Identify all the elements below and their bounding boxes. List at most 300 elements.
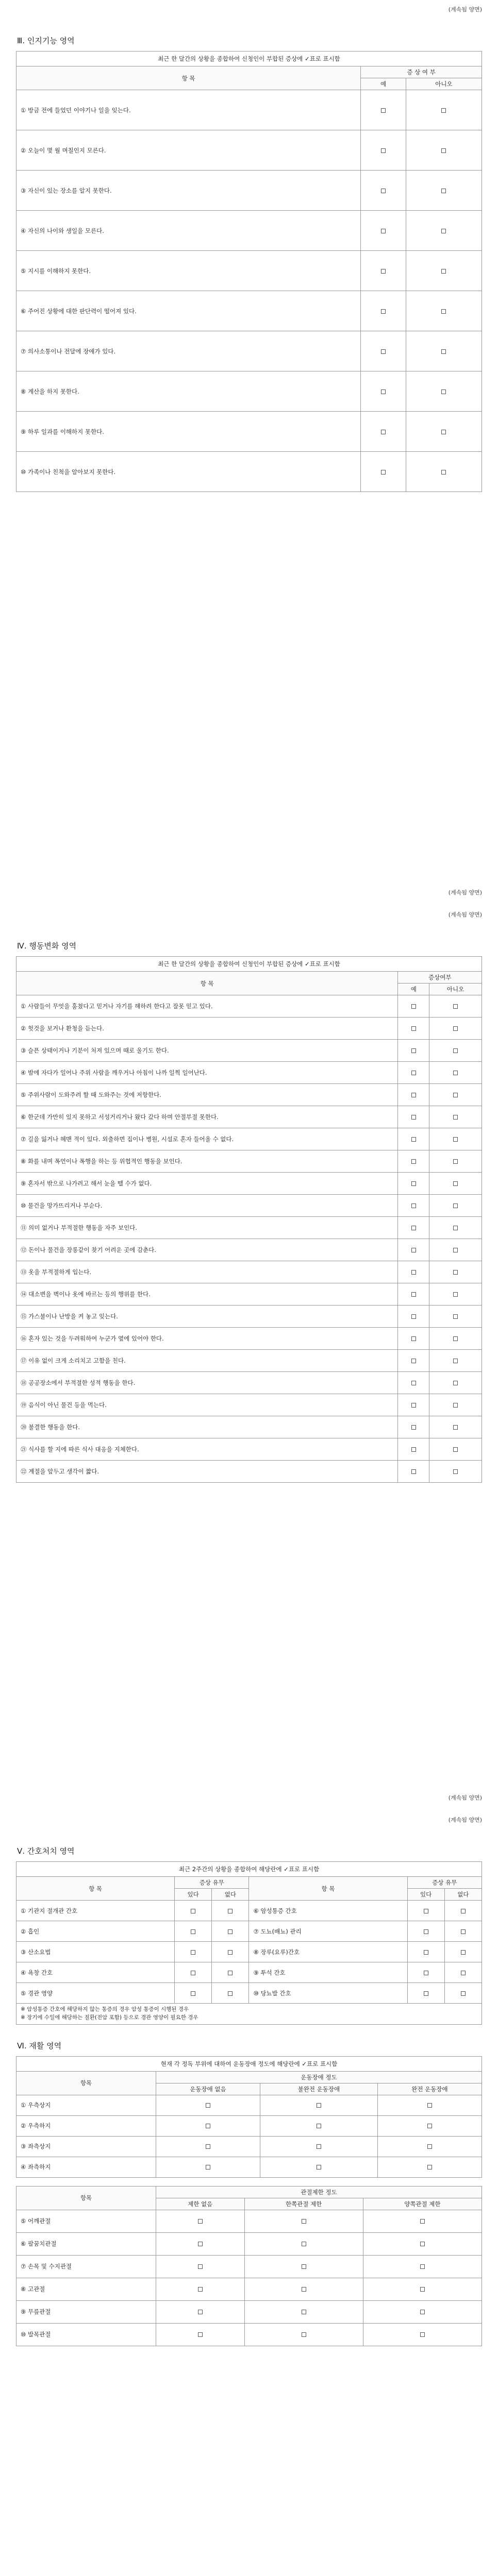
yes-cell[interactable]: [361, 130, 406, 171]
yes-cell[interactable]: [361, 412, 406, 452]
checkbox[interactable]: [198, 2219, 203, 2224]
checkbox[interactable]: [441, 430, 446, 434]
joint-level-cell[interactable]: [244, 2210, 363, 2232]
yes-cell[interactable]: [398, 1128, 429, 1150]
joint-level-cell[interactable]: [363, 2255, 482, 2278]
no-cell[interactable]: [406, 452, 482, 492]
joint-level-cell[interactable]: [156, 2300, 244, 2323]
no-cell[interactable]: [429, 1416, 482, 1438]
checkbox[interactable]: [411, 1447, 416, 1452]
checkbox[interactable]: [453, 1071, 458, 1075]
no-cell[interactable]: [429, 1283, 482, 1306]
table-row: [16, 1128, 482, 1150]
item-label-left: ② 흡인: [16, 1921, 175, 1942]
checkbox[interactable]: [453, 1093, 458, 1097]
checkbox[interactable]: [411, 1248, 416, 1252]
page-number-top: (계속됨 양면): [448, 6, 482, 13]
col-level: 운동장애 정도: [156, 2071, 482, 2083]
table-row: [16, 1901, 482, 1921]
table-row: [16, 1983, 482, 2004]
checkbox[interactable]: [228, 1929, 233, 1934]
yes-cell[interactable]: [398, 1239, 429, 1261]
page-1: [0, 0, 498, 905]
checkbox[interactable]: [461, 1991, 466, 1996]
yes-cell[interactable]: [398, 1350, 429, 1372]
checkbox[interactable]: [411, 1159, 416, 1164]
checkbox[interactable]: [228, 1909, 233, 1913]
yes-cell[interactable]: [398, 1217, 429, 1239]
table-row: [16, 211, 482, 251]
item-label: ② 헛것을 보거나 환청을 듣는다.: [16, 1018, 398, 1040]
checkbox[interactable]: [453, 1403, 458, 1408]
no-cell[interactable]: [429, 1150, 482, 1173]
joint-level-cell[interactable]: [156, 2232, 244, 2255]
item-label: ㉒ 계절을 앞두고 생각이 짧다.: [16, 1461, 398, 1483]
yes-cell[interactable]: [407, 1962, 444, 1983]
checkbox[interactable]: [427, 2165, 432, 2170]
yes-cell[interactable]: [398, 1173, 429, 1195]
level-cell[interactable]: [156, 2095, 260, 2115]
checkbox[interactable]: [381, 108, 386, 113]
checkbox[interactable]: [424, 1929, 428, 1934]
checkbox[interactable]: [441, 389, 446, 394]
no-cell[interactable]: [429, 995, 482, 1018]
table-row: [16, 1261, 482, 1283]
checkbox[interactable]: [302, 2264, 306, 2269]
joint-level-cell[interactable]: [244, 2278, 363, 2300]
col-has: 증 상 여 부: [361, 66, 482, 78]
table-row: [16, 1306, 482, 1328]
no-cell[interactable]: [429, 1040, 482, 1062]
joint-level-cell[interactable]: [244, 2300, 363, 2323]
level-cell[interactable]: [377, 2136, 482, 2157]
checkbox[interactable]: [420, 2287, 425, 2292]
checkbox[interactable]: [453, 1447, 458, 1452]
yes-cell[interactable]: [398, 1283, 429, 1306]
no-cell[interactable]: [429, 1217, 482, 1239]
level-cell[interactable]: [260, 2095, 378, 2115]
checkbox[interactable]: [411, 1048, 416, 1053]
joint-level-cell[interactable]: [363, 2232, 482, 2255]
joint-level-cell[interactable]: [244, 2255, 363, 2278]
checkbox[interactable]: [453, 1469, 458, 1474]
table-row: [16, 2136, 482, 2157]
checkbox[interactable]: [411, 1093, 416, 1097]
yes-cell[interactable]: [407, 1921, 444, 1942]
checkbox[interactable]: [317, 2165, 321, 2170]
checkbox[interactable]: [441, 470, 446, 474]
no-cell[interactable]: [212, 1962, 249, 1983]
yes-cell[interactable]: [361, 211, 406, 251]
level-cell[interactable]: [260, 2136, 378, 2157]
page-number-bottom: (계속됨 양면): [448, 1794, 482, 1801]
checkbox[interactable]: [206, 2165, 210, 2170]
yes-cell[interactable]: [175, 1942, 212, 1962]
joint-level-cell[interactable]: [156, 2255, 244, 2278]
joint-level-cell[interactable]: [156, 2323, 244, 2346]
checkbox[interactable]: [420, 2242, 425, 2246]
checkbox[interactable]: [461, 1950, 466, 1955]
checkbox[interactable]: [411, 1314, 416, 1319]
rehab-motor-table: [16, 2056, 482, 2178]
yes-cell[interactable]: [175, 1921, 212, 1942]
no-cell[interactable]: [429, 1306, 482, 1328]
item-label: ⑨ 하루 일과를 이해하지 못한다.: [16, 412, 361, 452]
checkbox[interactable]: [424, 1950, 428, 1955]
joint-level-cell[interactable]: [363, 2210, 482, 2232]
no-cell[interactable]: [429, 1372, 482, 1394]
checkbox[interactable]: [453, 1204, 458, 1208]
level-2: 완전 운동장애: [377, 2083, 482, 2095]
checkbox[interactable]: [381, 470, 386, 474]
checkbox[interactable]: [317, 2124, 321, 2128]
no-cell[interactable]: [212, 1901, 249, 1921]
checkbox[interactable]: [381, 229, 386, 233]
yes-cell[interactable]: [398, 1040, 429, 1062]
table-row: [16, 2278, 482, 2300]
level-cell[interactable]: [156, 2157, 260, 2177]
item-label: ⑤ 주위사람이 도와주려 할 때 도와주는 것에 저항한다.: [16, 1084, 398, 1106]
yes-cell[interactable]: [361, 452, 406, 492]
section-title: Ⅵ. 재활 영역: [17, 2041, 62, 2050]
checkbox[interactable]: [198, 2310, 203, 2314]
table-row: [16, 2095, 482, 2115]
part-label: ③ 좌측상지: [16, 2136, 156, 2157]
yes-cell[interactable]: [398, 1106, 429, 1128]
checkbox[interactable]: [453, 1181, 458, 1186]
checkbox[interactable]: [411, 1137, 416, 1142]
item-label: ⑩ 물건을 망가뜨리거나 부순다.: [16, 1195, 398, 1217]
checkbox[interactable]: [381, 148, 386, 153]
yes-cell[interactable]: [407, 1983, 444, 2004]
yes-cell[interactable]: [361, 90, 406, 130]
checkbox[interactable]: [461, 1929, 466, 1934]
table-row: [16, 1173, 482, 1195]
no-cell[interactable]: [406, 251, 482, 291]
joint-label: ⑩ 발목관절: [16, 2323, 156, 2346]
table-row: [16, 1461, 482, 1483]
no-cell[interactable]: [429, 1350, 482, 1372]
no-cell[interactable]: [406, 130, 482, 171]
table-row: [16, 291, 482, 331]
joint-level-cell[interactable]: [156, 2278, 244, 2300]
checkbox[interactable]: [453, 1115, 458, 1120]
checkbox[interactable]: [411, 1270, 416, 1275]
no-cell[interactable]: [429, 1195, 482, 1217]
item-label: ④ 밤에 자다가 일어나 주위 사람을 깨우거나 아침이 나까 일찍 일어난다.: [16, 1062, 398, 1084]
checkbox[interactable]: [381, 389, 386, 394]
yes-cell[interactable]: [398, 1372, 429, 1394]
page-3: [0, 1810, 498, 2576]
checkbox[interactable]: [441, 189, 446, 193]
table-row: [16, 452, 482, 492]
checkbox[interactable]: [441, 269, 446, 274]
table-row: [16, 1416, 482, 1438]
checkbox[interactable]: [420, 2332, 425, 2337]
item-label-right: ⑧ 장루(요루)간호: [249, 1942, 407, 1962]
joint-level-cell[interactable]: [156, 2210, 244, 2232]
note-2: ※ 장기에 수일에 해당하는 질환(전암 포함) 등으로 경관 영양이 필요한 경우: [21, 2014, 198, 2021]
checkbox[interactable]: [381, 269, 386, 274]
yes-cell[interactable]: [407, 1901, 444, 1921]
no-cell[interactable]: [429, 1106, 482, 1128]
part-label: ① 우측상지: [16, 2095, 156, 2115]
checkbox[interactable]: [411, 1381, 416, 1385]
no-cell[interactable]: [429, 1394, 482, 1416]
checkbox[interactable]: [411, 1359, 416, 1363]
checkbox[interactable]: [302, 2310, 306, 2314]
no-cell[interactable]: [429, 1461, 482, 1483]
checkbox[interactable]: [441, 349, 446, 354]
no-cell[interactable]: [406, 412, 482, 452]
col-yes-left: 있다: [175, 1889, 212, 1901]
checkbox[interactable]: [453, 1425, 458, 1430]
instruction: 현재 각 정독 부위에 대하여 운동장애 정도에 해당란에 ✓표로 표시함: [16, 2056, 482, 2071]
item-label: ⑬ 옷을 부적절하게 입는다.: [16, 1261, 398, 1283]
yes-cell[interactable]: [398, 1438, 429, 1461]
joint-level-cell[interactable]: [363, 2300, 482, 2323]
no-cell[interactable]: [429, 1018, 482, 1040]
item-label: ① 방금 전에 들었던 이야기나 일을 잊는다.: [16, 90, 361, 130]
item-label: ⑧ 화를 내며 폭언이나 폭행을 하는 등 위협적인 행동을 보인다.: [16, 1150, 398, 1173]
no-cell[interactable]: [444, 1962, 482, 1983]
checkbox[interactable]: [381, 309, 386, 314]
checkbox[interactable]: [206, 2124, 210, 2128]
checkbox[interactable]: [191, 1950, 195, 1955]
checkbox[interactable]: [228, 1991, 233, 1996]
item-label: ④ 자신의 나이와 생일을 모른다.: [16, 211, 361, 251]
checkbox[interactable]: [302, 2287, 306, 2292]
checkbox[interactable]: [411, 1204, 416, 1208]
checkbox[interactable]: [453, 1336, 458, 1341]
checkbox[interactable]: [453, 1026, 458, 1031]
no-cell[interactable]: [444, 1983, 482, 2004]
table-row: [16, 1018, 482, 1040]
joint-level-cell[interactable]: [363, 2278, 482, 2300]
no-cell[interactable]: [444, 1901, 482, 1921]
checkbox[interactable]: [424, 1909, 428, 1913]
no-cell[interactable]: [429, 1239, 482, 1261]
no-cell[interactable]: [429, 1328, 482, 1350]
checkbox[interactable]: [411, 1292, 416, 1297]
yes-cell[interactable]: [361, 291, 406, 331]
page-number-bottom: (계속됨 양면): [448, 889, 482, 896]
checkbox[interactable]: [411, 1425, 416, 1430]
level-1: 불완전 운동장애: [260, 2083, 378, 2095]
checkbox[interactable]: [453, 1359, 458, 1363]
item-label: ⑭ 대소변을 벽이나 옷에 바르는 등의 행위를 한다.: [16, 1283, 398, 1306]
item-label: ② 오늘이 몇 월 며칠인지 모른다.: [16, 130, 361, 171]
no-cell[interactable]: [406, 211, 482, 251]
table-row: [16, 171, 482, 211]
checkbox[interactable]: [191, 1991, 195, 1996]
yes-cell[interactable]: [398, 1195, 429, 1217]
checkbox[interactable]: [453, 1048, 458, 1053]
joint-level-cell[interactable]: [363, 2323, 482, 2346]
col-has: 증상여부: [398, 972, 482, 984]
checkbox[interactable]: [411, 1336, 416, 1341]
no-cell[interactable]: [429, 1438, 482, 1461]
no-cell[interactable]: [406, 90, 482, 130]
checkbox[interactable]: [191, 1971, 195, 1975]
no-cell[interactable]: [429, 1173, 482, 1195]
checkbox[interactable]: [453, 1381, 458, 1385]
checkbox[interactable]: [461, 1971, 466, 1975]
yes-cell[interactable]: [398, 1084, 429, 1106]
yes-cell[interactable]: [361, 251, 406, 291]
yes-cell[interactable]: [398, 995, 429, 1018]
level-cell[interactable]: [156, 2136, 260, 2157]
checkbox[interactable]: [411, 1226, 416, 1230]
checkbox[interactable]: [411, 1026, 416, 1031]
checkbox[interactable]: [461, 1909, 466, 1913]
item-label: ⑪ 의미 없거나 부적절한 행동을 자주 보인다.: [16, 1217, 398, 1239]
checkbox[interactable]: [302, 2219, 306, 2224]
yes-cell[interactable]: [398, 1461, 429, 1483]
no-cell[interactable]: [429, 1128, 482, 1150]
yes-cell[interactable]: [175, 1962, 212, 1983]
table-row: [16, 251, 482, 291]
no-cell[interactable]: [444, 1921, 482, 1942]
table-row: [16, 1942, 482, 1962]
no-cell[interactable]: [406, 331, 482, 371]
item-label: ⑯ 혼자 있는 것을 두려워하여 누군가 옆에 있어야 한다.: [16, 1328, 398, 1350]
checkbox[interactable]: [427, 2103, 432, 2108]
checkbox[interactable]: [317, 2144, 321, 2149]
level-cell[interactable]: [377, 2115, 482, 2136]
nursing-notes: [16, 2004, 482, 2025]
no-cell[interactable]: [212, 1942, 249, 1962]
checkbox[interactable]: [424, 1971, 428, 1975]
yes-cell[interactable]: [398, 1306, 429, 1328]
checkbox[interactable]: [441, 309, 446, 314]
checkbox[interactable]: [453, 1248, 458, 1252]
level-cell[interactable]: [377, 2095, 482, 2115]
yes-cell[interactable]: [175, 1901, 212, 1921]
cognitive-table: [16, 51, 482, 492]
no-cell[interactable]: [212, 1983, 249, 2004]
checkbox[interactable]: [206, 2103, 210, 2108]
checkbox[interactable]: [420, 2264, 425, 2269]
checkbox[interactable]: [427, 2144, 432, 2149]
checkbox[interactable]: [198, 2332, 203, 2337]
yes-cell[interactable]: [398, 1261, 429, 1283]
checkbox[interactable]: [206, 2144, 210, 2149]
joint-level-1: 한쪽관절 제한: [244, 2198, 363, 2210]
col-no-left: 없다: [212, 1889, 249, 1901]
checkbox[interactable]: [420, 2219, 425, 2224]
checkbox[interactable]: [228, 1971, 233, 1975]
checkbox[interactable]: [228, 1950, 233, 1955]
checkbox[interactable]: [453, 1137, 458, 1142]
table-row: [16, 90, 482, 130]
level-cell[interactable]: [260, 2157, 378, 2177]
level-cell[interactable]: [377, 2157, 482, 2177]
checkbox[interactable]: [411, 1115, 416, 1120]
checkbox[interactable]: [411, 1403, 416, 1408]
no-cell[interactable]: [406, 291, 482, 331]
joint-level-2: 양쪽관절 제한: [363, 2198, 482, 2210]
col-item-left: 항 목: [16, 1877, 175, 1901]
checkbox[interactable]: [381, 189, 386, 193]
checkbox[interactable]: [453, 1270, 458, 1275]
checkbox[interactable]: [453, 1314, 458, 1319]
instruction: 최근 2주간의 상황을 종합하여 해당란에 ✓표로 표시함: [16, 1862, 482, 1877]
checkbox[interactable]: [427, 2124, 432, 2128]
item-label: ⑨ 혼자서 밖으로 나가려고 해서 눈을 뗄 수가 없다.: [16, 1173, 398, 1195]
checkbox[interactable]: [441, 108, 446, 113]
table-row: [16, 1962, 482, 1983]
table-row: [16, 2323, 482, 2346]
no-cell[interactable]: [429, 1062, 482, 1084]
checkbox[interactable]: [420, 2310, 425, 2314]
joint-level-cell[interactable]: [244, 2323, 363, 2346]
table-row: [16, 995, 482, 1018]
yes-cell[interactable]: [398, 1394, 429, 1416]
checkbox[interactable]: [191, 1909, 195, 1913]
no-cell[interactable]: [406, 371, 482, 412]
no-cell[interactable]: [406, 171, 482, 211]
table-row: [16, 331, 482, 371]
yes-cell[interactable]: [361, 371, 406, 412]
checkbox[interactable]: [411, 1004, 416, 1009]
checkbox[interactable]: [441, 229, 446, 233]
yes-cell[interactable]: [398, 1062, 429, 1084]
no-cell[interactable]: [429, 1261, 482, 1283]
table-row: [16, 1150, 482, 1173]
checkbox[interactable]: [441, 148, 446, 153]
joint-header: 관절제한 정도: [156, 2186, 482, 2198]
level-cell[interactable]: [156, 2115, 260, 2136]
yes-cell[interactable]: [175, 1983, 212, 2004]
yes-cell[interactable]: [361, 331, 406, 371]
checkbox[interactable]: [302, 2332, 306, 2337]
checkbox[interactable]: [453, 1292, 458, 1297]
yes-cell[interactable]: [361, 171, 406, 211]
checkbox[interactable]: [198, 2264, 203, 2269]
checkbox[interactable]: [453, 1004, 458, 1009]
checkbox[interactable]: [302, 2242, 306, 2246]
no-cell[interactable]: [429, 1084, 482, 1106]
checkbox[interactable]: [381, 349, 386, 354]
yes-cell[interactable]: [398, 1018, 429, 1040]
yes-cell[interactable]: [398, 1150, 429, 1173]
checkbox[interactable]: [381, 430, 386, 434]
no-cell[interactable]: [212, 1921, 249, 1942]
item-label: ⑫ 돈이나 물건을 장롱같이 찾기 어려운 곳에 감춘다.: [16, 1239, 398, 1261]
yes-cell[interactable]: [398, 1416, 429, 1438]
checkbox[interactable]: [317, 2103, 321, 2108]
col-item: 항 목: [16, 66, 361, 90]
checkbox[interactable]: [453, 1159, 458, 1164]
checkbox[interactable]: [424, 1991, 428, 1996]
nursing-table: [16, 1861, 482, 2025]
no-cell[interactable]: [444, 1942, 482, 1962]
checkbox[interactable]: [198, 2242, 203, 2246]
checkbox[interactable]: [411, 1071, 416, 1075]
checkbox[interactable]: [411, 1469, 416, 1474]
checkbox[interactable]: [453, 1226, 458, 1230]
joint-level-cell[interactable]: [244, 2232, 363, 2255]
yes-cell[interactable]: [398, 1328, 429, 1350]
checkbox[interactable]: [411, 1181, 416, 1186]
yes-cell[interactable]: [407, 1942, 444, 1962]
joint-label: ⑦ 손목 및 수지관절: [16, 2255, 156, 2278]
checkbox[interactable]: [198, 2287, 203, 2292]
checkbox[interactable]: [191, 1929, 195, 1934]
table-row: [16, 1921, 482, 1942]
level-cell[interactable]: [260, 2115, 378, 2136]
